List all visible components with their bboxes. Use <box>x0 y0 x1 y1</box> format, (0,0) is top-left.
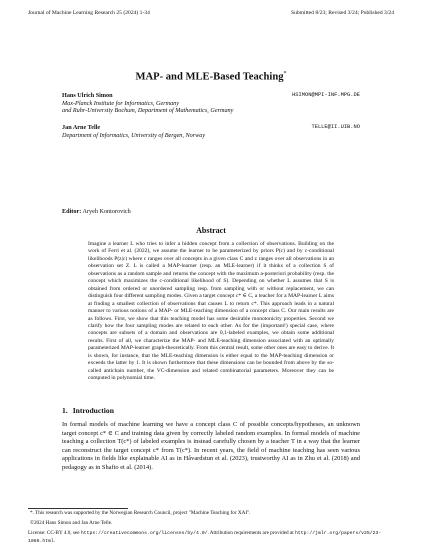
paper-title <box>0 68 422 84</box>
editor-label: Editor: <box>62 208 82 215</box>
section-title: Introduction <box>72 406 114 415</box>
title-text: MAP- and MLE-Based Teaching <box>135 71 284 83</box>
author-affiliation: and Ruhr-University Bochum, Department of Mathematics, Germany <box>62 107 234 115</box>
author-block-1 <box>62 92 360 115</box>
journal-citation: Journal of Machine Learning Research 25 (2024) 1-34 <box>28 10 150 16</box>
editor-name: Aryeh Kontorovich <box>82 208 131 215</box>
section-number: 1. <box>62 406 68 415</box>
license-line <box>28 530 394 545</box>
footnote-rule <box>28 508 128 509</box>
author-affiliation: Department of Informatics, University of Bergen, Norway <box>62 131 206 139</box>
section-heading <box>62 406 114 415</box>
abstract-text: Imagine a learner L who tries to infer a hidden concept from a collection of observations. Building on the work of Ferri et al. (2022), we assume the learner to be parameterized by priors P(c) and by c-conditional likelihoods P(z|c) where c ranges over all concepts in a given class C and z ranges over all observations in an observation set Z. L is called a MAP-learner (resp. an MLE-learner) if it thinks of a collection S of observations as a random sample and returns the concept with the maximum a-posteriori probability (resp. the concept which maximizes the c-conditional likelihood of S). Depending on whether L assumes that S is obtained from ordered or unordered sampling resp. from sampling with or without replacement, we can distinguish four different sampling modes. Given a target concept c* ∈ C, a teacher for a MAP-learner L aims at finding a smallest collection of observations that causes L to return c*. This approach leads in a natural manner to various notions of a MAP- or MLE-teaching dimension of a concept class C. Our main results are as follows. First, we show that this teaching model has some desirable monotonicity properties. Second we clarify how the four sampling modes are related to each other. As for the (important!) special case, where concepts are subsets of a domain and observations are 0,1-labeled examples, we obtain some additional results. First of all, we characterize the MAP- and MLE-teaching dimension associated with an optimally parameterized MAP-learner graph-theoretically. From this central result, some other ones are easy to derive. It is shown, for instance, that the MLE-teaching dimension is either equal to the MAP-teaching dimension or exceeds the latter by 1. It is shown furthermore that these dimensions can be bounded from above by the so-called antichain number, the VC-dimension and related combinatorial parameters. Moreover they can be computed in polynomial time. <box>88 241 334 382</box>
abstract-heading: Abstract <box>196 226 226 235</box>
author-email[interactable]: TELLE@II.UIB.NO <box>311 124 360 130</box>
footnote: *. This research was supported by the Norwegian Research Council, project "Machine Teaching for XAI". <box>30 510 251 516</box>
author-affiliation: Max-Planck Institute for Informatics, Germany <box>62 99 180 107</box>
running-header <box>28 10 394 17</box>
license-end: . <box>53 537 56 544</box>
license-prefix: License: CC-BY 4.0, see <box>28 530 80 536</box>
intro-paragraph: In formal models of machine learning we have a concept class C of possible concepts/hypotheses, an unknown target concept c* ∈ C and training data given by correctly labeled random examples. In formal models of machine teaching a collection T(c*) of labeled examples is instead carefully chosen by a teacher T in a way that the learner can reconstruct the target concept c* from T(c*). In recent years, the field of machine teaching has seen various applications in fields like explainable AI as in Håvardstun et al. (2023), trustworthy AI as in Zhu et al. (2018) and pedagogy as in Shafto et al. (2014). <box>62 421 360 471</box>
license-link[interactable]: https://creativecommons.org/licenses/by/4.0/ <box>80 531 208 536</box>
author-email[interactable]: HSIMON@MPI-INF.MPG.DE <box>292 92 360 98</box>
author-block-2 <box>62 124 360 139</box>
attribution-link[interactable]: http://jmlr.org/papers/v25/23-1086.html <box>28 531 382 544</box>
editor-line <box>62 208 131 215</box>
copyright-line: ©2024 Hans Simon and Jan Arne Telle. <box>30 520 113 526</box>
publication-dates: Submitted 8/23; Revised 3/24; Published 3/24 <box>290 10 394 16</box>
license-mid: . Attribution requirements are provided at <box>207 530 294 536</box>
author-name: Jan Arne Telle <box>62 124 101 131</box>
author-name: Hans Ulrich Simon <box>62 92 113 99</box>
title-footnote-mark: * <box>283 71 287 77</box>
